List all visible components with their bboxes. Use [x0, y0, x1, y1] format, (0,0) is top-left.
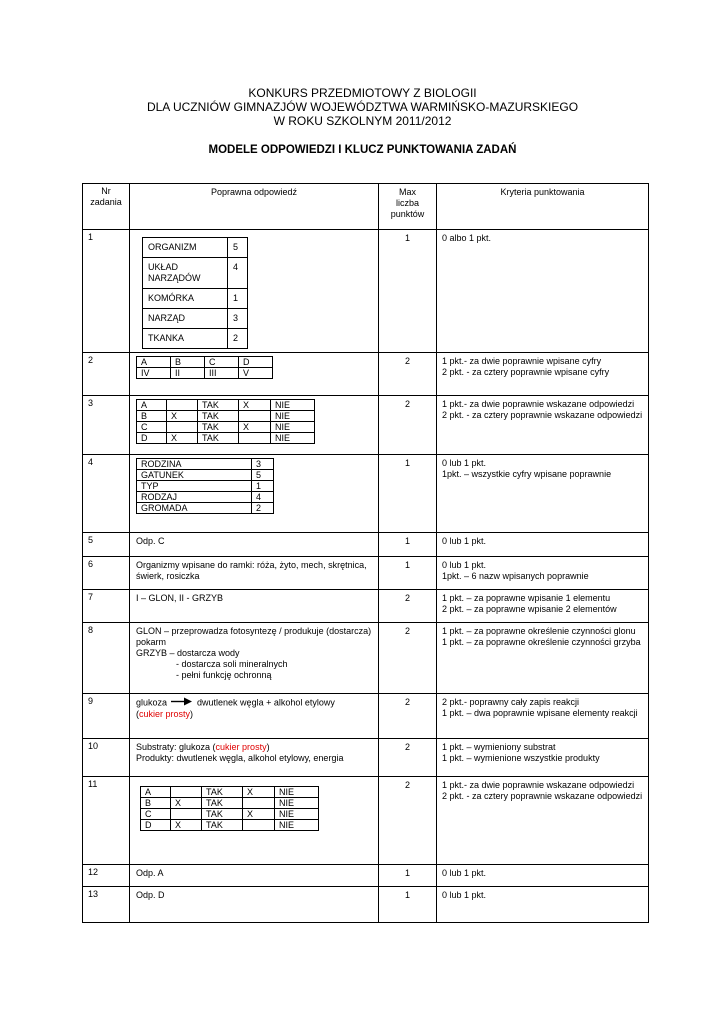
- taxon-label: RODZINA: [137, 459, 252, 470]
- task-number: 7: [83, 590, 130, 623]
- header-nr-line2: zadania: [90, 197, 122, 207]
- level-label: TKANKA: [143, 329, 228, 349]
- level-number: 1: [228, 289, 248, 309]
- answer-cell: Odp. D: [130, 887, 379, 923]
- criteria-line: 0 lub 1 pkt.: [442, 560, 487, 570]
- paren-close: ): [266, 742, 270, 752]
- level-label: NARZĄD: [143, 309, 228, 329]
- criteria-line: 2 pkt. - za cztery poprawnie wskazane odpowiedzi: [442, 791, 643, 801]
- answer-cell: Odp. C: [130, 533, 379, 557]
- criteria-cell: [437, 739, 649, 777]
- tf-tak: TAK: [202, 820, 243, 831]
- criteria-line: 1 pkt.- za dwie poprawnie wpisane cyfry: [442, 356, 602, 366]
- tf-nie: NIE: [275, 820, 319, 831]
- criteria-line: 0 lub 1 pkt.: [442, 890, 487, 900]
- criteria-cell: [437, 533, 649, 557]
- match-letter: B: [171, 357, 205, 368]
- max-points: 2: [379, 353, 437, 396]
- level-label: KOMÓRKA: [143, 289, 228, 309]
- header-max-line3: punktów: [390, 209, 425, 219]
- tf-mark: [171, 787, 202, 798]
- tf-tak: TAK: [202, 798, 243, 809]
- tf-mark: X: [243, 787, 275, 798]
- table-row: [83, 694, 649, 739]
- table-row: [83, 396, 649, 455]
- tf-mark: [243, 820, 275, 831]
- criteria-line: 0 lub 1 pkt.: [442, 458, 487, 468]
- tf-mark: X: [171, 798, 202, 809]
- taxon-label: RODZAJ: [137, 492, 252, 503]
- tf-nie: NIE: [275, 787, 319, 798]
- task-number: 8: [83, 623, 130, 694]
- taxon-label: GATUNEK: [137, 470, 252, 481]
- task-number: 13: [83, 887, 130, 923]
- criteria-line: 2 pkt. - za cztery poprawnie wskazane odpowiedzi: [442, 410, 643, 420]
- red-note: cukier prosty: [139, 709, 191, 719]
- tf-letter: D: [137, 433, 167, 444]
- level-label: ORGANIZM: [143, 238, 228, 258]
- table-row: [83, 533, 649, 557]
- tf-mark: X: [167, 411, 198, 422]
- table-row: [83, 623, 649, 694]
- max-points: 1: [379, 230, 437, 353]
- tf-letter: D: [141, 820, 171, 831]
- tf-letter: B: [137, 411, 167, 422]
- criteria-cell: [437, 455, 649, 533]
- tf-nie: NIE: [271, 411, 315, 422]
- tf-mark: [167, 400, 198, 411]
- tf-letter: B: [141, 798, 171, 809]
- tf-mark: [171, 809, 202, 820]
- criteria-cell: [437, 777, 649, 865]
- criteria-line: 0 lub 1 pkt.: [442, 868, 487, 878]
- criteria-line: 0 albo 1 pkt.: [442, 233, 492, 243]
- max-points: 2: [379, 694, 437, 739]
- max-points: 2: [379, 590, 437, 623]
- criteria-cell: [437, 887, 649, 923]
- table-row: [83, 865, 649, 887]
- taxonomy-table: [136, 458, 274, 514]
- table-row: [83, 455, 649, 533]
- criteria-cell: [437, 865, 649, 887]
- match-letter: A: [137, 357, 171, 368]
- tf-letter: A: [137, 400, 167, 411]
- task-number: 9: [83, 694, 130, 739]
- answer-cell: [130, 623, 379, 694]
- task-number: 2: [83, 353, 130, 396]
- header-max-line1: Max: [398, 187, 416, 197]
- header-max: [379, 184, 437, 230]
- match-numeral: V: [239, 368, 273, 379]
- max-points: 1: [379, 455, 437, 533]
- answer-cell: Organizmy wpisane do ramki: róża, żyto, mech, skrętnica, świerk, rosiczka: [130, 557, 379, 590]
- header-line-3: W ROKU SZKOLNYM 2011/2012: [273, 114, 452, 128]
- table-row: [83, 353, 649, 396]
- level-number: 3: [228, 309, 248, 329]
- criteria-line: 2 pkt.- poprawny cały zapis reakcji: [442, 697, 580, 707]
- reaction-line: [136, 697, 372, 709]
- tf-tak: TAK: [198, 411, 239, 422]
- header-line-2: DLA UCZNIÓW GIMNAZJÓW WOJEWÓDZTWA WARMIŃSKO-MAZURSKIEGO: [146, 100, 579, 114]
- criteria-cell: [437, 623, 649, 694]
- taxon-label: TYP: [137, 481, 252, 492]
- arrow-right-icon: [171, 697, 193, 709]
- table-row: [83, 777, 649, 865]
- tf-letter: A: [141, 787, 171, 798]
- substrates-text: Substraty: glukoza (: [136, 742, 216, 752]
- table-row: [83, 557, 649, 590]
- match-numeral: IV: [137, 368, 171, 379]
- answer-line: - dostarcza soli mineralnych: [176, 659, 288, 669]
- criteria-line: 2 pkt. – za poprawne wpisanie 2 elementów: [442, 604, 617, 614]
- tf-nie: NIE: [275, 809, 319, 820]
- max-points: 1: [379, 533, 437, 557]
- task-number: 3: [83, 396, 130, 455]
- true-false-table: [140, 786, 319, 831]
- task-number: 4: [83, 455, 130, 533]
- criteria-cell: [437, 590, 649, 623]
- match-letter: C: [205, 357, 239, 368]
- task-number: 12: [83, 865, 130, 887]
- level-number: 2: [228, 329, 248, 349]
- tf-mark: X: [167, 433, 198, 444]
- answer-cell: [130, 739, 379, 777]
- task-number: 6: [83, 557, 130, 590]
- tf-tak: TAK: [198, 422, 239, 433]
- criteria-line: 1 pkt. – wymieniony substrat: [442, 742, 556, 752]
- answer-cell: [130, 353, 379, 396]
- true-false-table: [136, 399, 315, 444]
- match-numeral: III: [205, 368, 239, 379]
- table-row: [83, 230, 649, 353]
- tf-nie: NIE: [275, 798, 319, 809]
- table-row: [83, 887, 649, 923]
- table-row: [83, 590, 649, 623]
- max-points: 2: [379, 739, 437, 777]
- organism-level-table: [142, 237, 248, 349]
- taxon-label: GROMADA: [137, 503, 252, 514]
- criteria-line: 1pkt. – 6 nazw wpisanych poprawnie: [442, 571, 589, 581]
- reaction-note: [136, 709, 372, 720]
- answer-line: GLON – przeprowadza fotosyntezę / produkuje (dostarcza) pokarm: [136, 626, 372, 647]
- criteria-line: 1pkt. – wszystkie cyfry wpisane poprawnie: [442, 469, 612, 479]
- tf-tak: TAK: [202, 787, 243, 798]
- criteria-cell: [437, 396, 649, 455]
- tf-mark: X: [239, 400, 271, 411]
- header-criteria: Kryteria punktowania: [437, 184, 649, 230]
- tf-tak: TAK: [198, 400, 239, 411]
- tf-mark: [239, 411, 271, 422]
- answer-cell: I – GLON, II - GRZYB: [130, 590, 379, 623]
- matching-table: [136, 356, 273, 379]
- criteria-cell: [437, 694, 649, 739]
- answer-line: GRZYB – dostarcza wody: [136, 648, 240, 658]
- tf-mark: X: [239, 422, 271, 433]
- max-points: 2: [379, 623, 437, 694]
- level-number: 5: [228, 238, 248, 258]
- match-letter: D: [239, 357, 273, 368]
- header-max-line2: liczba: [395, 198, 419, 208]
- answer-cell: [130, 455, 379, 533]
- tf-mark: [243, 798, 275, 809]
- task-number: 10: [83, 739, 130, 777]
- answer-cell: [130, 694, 379, 739]
- answer-line: Produkty: dwutlenek węgla, alkohol etylowy, energia: [136, 753, 344, 763]
- task-number: 11: [83, 777, 130, 865]
- header-nr: [83, 184, 130, 230]
- criteria-cell: [437, 230, 649, 353]
- criteria-line: 0 lub 1 pkt.: [442, 536, 487, 546]
- answer-cell: [130, 396, 379, 455]
- tf-tak: TAK: [198, 433, 239, 444]
- page-subtitle: MODELE ODPOWIEDZI I KLUCZ PUNKTOWANIA ZADAŃ: [208, 144, 517, 156]
- paren-open: (: [136, 709, 139, 719]
- max-points: 2: [379, 396, 437, 455]
- tf-nie: NIE: [271, 433, 315, 444]
- task-number: 5: [83, 533, 130, 557]
- tf-tak: TAK: [202, 809, 243, 820]
- criteria-line: 1 pkt. – za poprawne określenie czynności glonu: [442, 626, 636, 636]
- taxon-number: 5: [252, 470, 274, 481]
- max-points: 1: [379, 887, 437, 923]
- taxon-number: 1: [252, 481, 274, 492]
- answer-line: [136, 742, 372, 753]
- tf-mark: [167, 422, 198, 433]
- answer-line: - pełni funkcję ochronną: [176, 670, 272, 680]
- header-nr-line1: Nr: [101, 186, 111, 196]
- max-points: 1: [379, 557, 437, 590]
- level-number: 4: [228, 258, 248, 289]
- criteria-cell: [437, 353, 649, 396]
- header-line-1: KONKURS PRZEDMIOTOWY Z BIOLOGII: [248, 86, 477, 100]
- reaction-products: dwutlenek węgla + alkohol etylowy: [197, 697, 335, 708]
- criteria-line: 1 pkt. – za poprawne określenie czynności grzyba: [442, 637, 641, 647]
- level-label: UKŁAD NARZĄDÓW: [143, 258, 228, 289]
- criteria-line: 1 pkt.- za dwie poprawnie wskazane odpowiedzi: [442, 399, 635, 409]
- table-row: [83, 739, 649, 777]
- answer-cell: [130, 777, 379, 865]
- tf-nie: NIE: [271, 422, 315, 433]
- taxon-number: 4: [252, 492, 274, 503]
- tf-nie: NIE: [271, 400, 315, 411]
- table-header-row: [83, 184, 649, 230]
- max-points: 2: [379, 777, 437, 865]
- tf-mark: X: [243, 809, 275, 820]
- taxon-number: 2: [252, 503, 274, 514]
- header-answer: Poprawna odpowiedź: [130, 184, 379, 230]
- tf-letter: C: [141, 809, 171, 820]
- reaction-substrate: glukoza: [136, 697, 168, 708]
- taxon-number: 3: [252, 459, 274, 470]
- paren-close: ): [190, 709, 194, 719]
- match-numeral: II: [171, 368, 205, 379]
- tf-mark: X: [171, 820, 202, 831]
- criteria-cell: [437, 557, 649, 590]
- criteria-line: 1 pkt. – wymienione wszystkie produkty: [442, 753, 600, 763]
- answer-cell: Odp. A: [130, 865, 379, 887]
- tf-letter: C: [137, 422, 167, 433]
- red-note: cukier prosty: [215, 742, 267, 752]
- task-number: 1: [83, 230, 130, 353]
- criteria-line: 2 pkt. - za cztery poprawnie wpisane cyfry: [442, 367, 610, 377]
- criteria-line: 1 pkt. – dwa poprawnie wpisane elementy reakcji: [442, 708, 638, 718]
- answer-key-table: [82, 183, 649, 923]
- criteria-line: 1 pkt. – za poprawne wpisanie 1 elementu: [442, 593, 611, 603]
- max-points: 1: [379, 865, 437, 887]
- criteria-line: 1 pkt.- za dwie poprawnie wskazane odpowiedzi: [442, 780, 635, 790]
- tf-mark: [239, 433, 271, 444]
- answer-cell: [130, 230, 379, 353]
